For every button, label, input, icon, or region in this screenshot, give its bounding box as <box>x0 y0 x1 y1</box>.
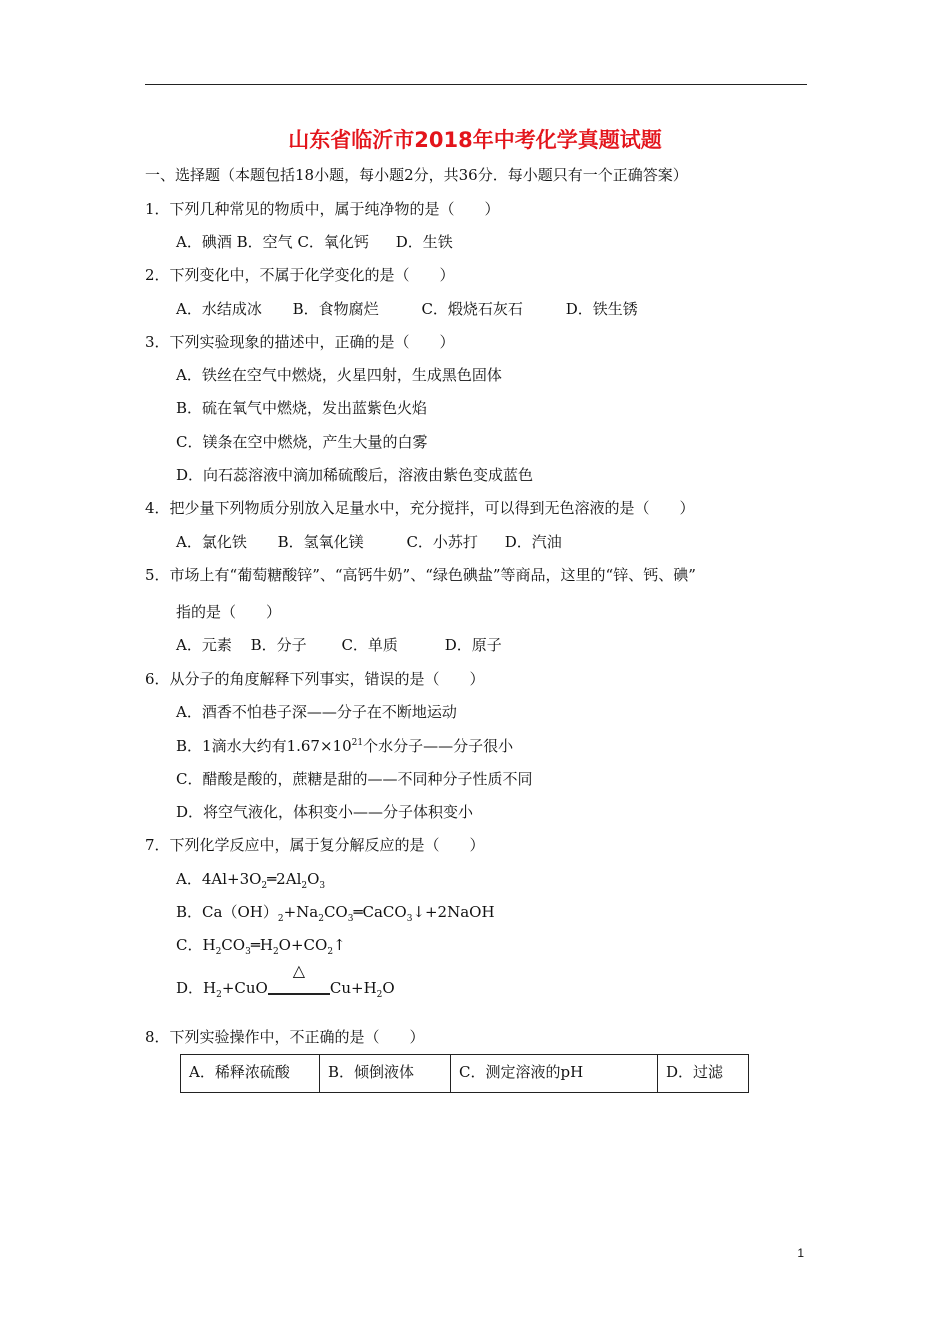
q6-option-c: C．醋酸是酸的，蔗糖是甜的——不同种分子性质不同 <box>176 770 533 788</box>
q1-option-d: D．生铁 <box>395 233 453 251</box>
q5-option-b: B．分子 <box>250 636 307 654</box>
q2-option-b: B．食物腐烂 <box>292 300 379 318</box>
question-5-options <box>176 634 502 655</box>
question-5-stem: 5．市场上有“葡萄糖酸锌”、“高钙牛奶”、“绿色碘盐”等商品，这里的“锌、钙、碘” <box>145 566 696 584</box>
question-1-stem: 1．下列几种常见的物质中，属于纯净物的是（ ） <box>145 200 500 218</box>
q6-option-d: D．将空气液化，体积变小——分子体积变小 <box>176 803 474 821</box>
section-heading: 一、选择题（本题包括18小题，每小题2分，共36分．每小题只有一个正确答案） <box>145 166 688 184</box>
q5-option-c: C．单质 <box>341 636 398 654</box>
heat-condition-sign <box>268 961 330 997</box>
q6-option-a: A．酒香不怕巷子深——分子在不断地运动 <box>176 703 457 721</box>
q8-option-c: C．测定溶液的pH <box>451 1055 658 1093</box>
question-8-stem: 8．下列实验操作中，不正确的是（ ） <box>145 1028 425 1046</box>
q1-option-c: C．氧化钙 <box>297 233 369 251</box>
q7-option-c: C．$H_2CO_3═H_2O+CO_2↑$ <box>176 936 346 957</box>
q4-option-a: A．氯化铁 <box>176 533 247 551</box>
question-5-stem-continued: 指的是（ ） <box>176 603 282 621</box>
question-6-stem: 6．从分子的角度解释下列事实，错误的是（ ） <box>145 670 485 688</box>
q4-option-b: B．氢氧化镁 <box>277 533 364 551</box>
page-number: 1 <box>797 1246 804 1260</box>
question-2-options <box>176 298 638 319</box>
q3-option-a: A．铁丝在空气中燃烧，火星四射，生成黑色固体 <box>176 366 502 384</box>
q2-option-d: D．铁生锈 <box>565 300 638 318</box>
q8-option-d: D．过滤 <box>658 1055 749 1093</box>
question-4-options <box>176 531 562 552</box>
question-2-stem: 2．下列变化中，不属于化学变化的是（ ） <box>145 266 455 284</box>
question-7-stem: 7．下列化学反应中，属于复分解反应的是（ ） <box>145 836 485 854</box>
question-1-options <box>176 231 453 252</box>
q3-option-d: D．向石蕊溶液中滴加稀硫酸后，溶液由紫色变成蓝色 <box>176 466 534 484</box>
q5-option-a: A．元素 <box>176 636 232 654</box>
question-4-stem: 4．把少量下列物质分别放入足量水中，充分搅拌，可以得到无色溶液的是（ ） <box>145 499 695 517</box>
header-rule <box>145 84 807 85</box>
q8-option-b: B．倾倒液体 <box>320 1055 451 1093</box>
q3-option-c: C．镁条在空中燃烧，产生大量的白雾 <box>176 433 428 451</box>
q4-option-d: D．汽油 <box>504 533 562 551</box>
q1-option-b: B．空气 <box>236 233 293 251</box>
q2-option-c: C．煅烧石灰石 <box>421 300 523 318</box>
q8-option-a: A．稀释浓硫酸 <box>181 1055 320 1093</box>
question-3-stem: 3．下列实验现象的描述中，正确的是（ ） <box>145 333 455 351</box>
q3-option-b: B．硫在氧气中燃烧，发出蓝紫色火焰 <box>176 399 428 417</box>
q5-option-d: D．原子 <box>444 636 502 654</box>
q7-option-b: B．$Ca(OH)_2+Na_2CO_3═CaCO_3↓+2NaOH$ <box>176 903 495 924</box>
q7-option-a: A．$4Al+3O_2═2Al_2O_3$ <box>176 870 326 891</box>
heat-triangle: △ <box>292 961 306 980</box>
q1-option-a: A．碘酒 <box>176 233 232 251</box>
q8-options-table <box>180 1054 749 1093</box>
q4-option-c: C．小苏打 <box>406 533 478 551</box>
q7-option-d: D．$H_2+CuO$ △ $Cu+H_2O$ <box>176 961 395 1000</box>
q2-option-a: A．水结成冰 <box>176 300 262 318</box>
q6-option-b: B．1滴水大约有$1.67\times 10^{21}$个水分子——分子很小 <box>176 737 514 755</box>
page-title: 山东省临沂市2018年中考化学真题试题 <box>288 128 662 152</box>
